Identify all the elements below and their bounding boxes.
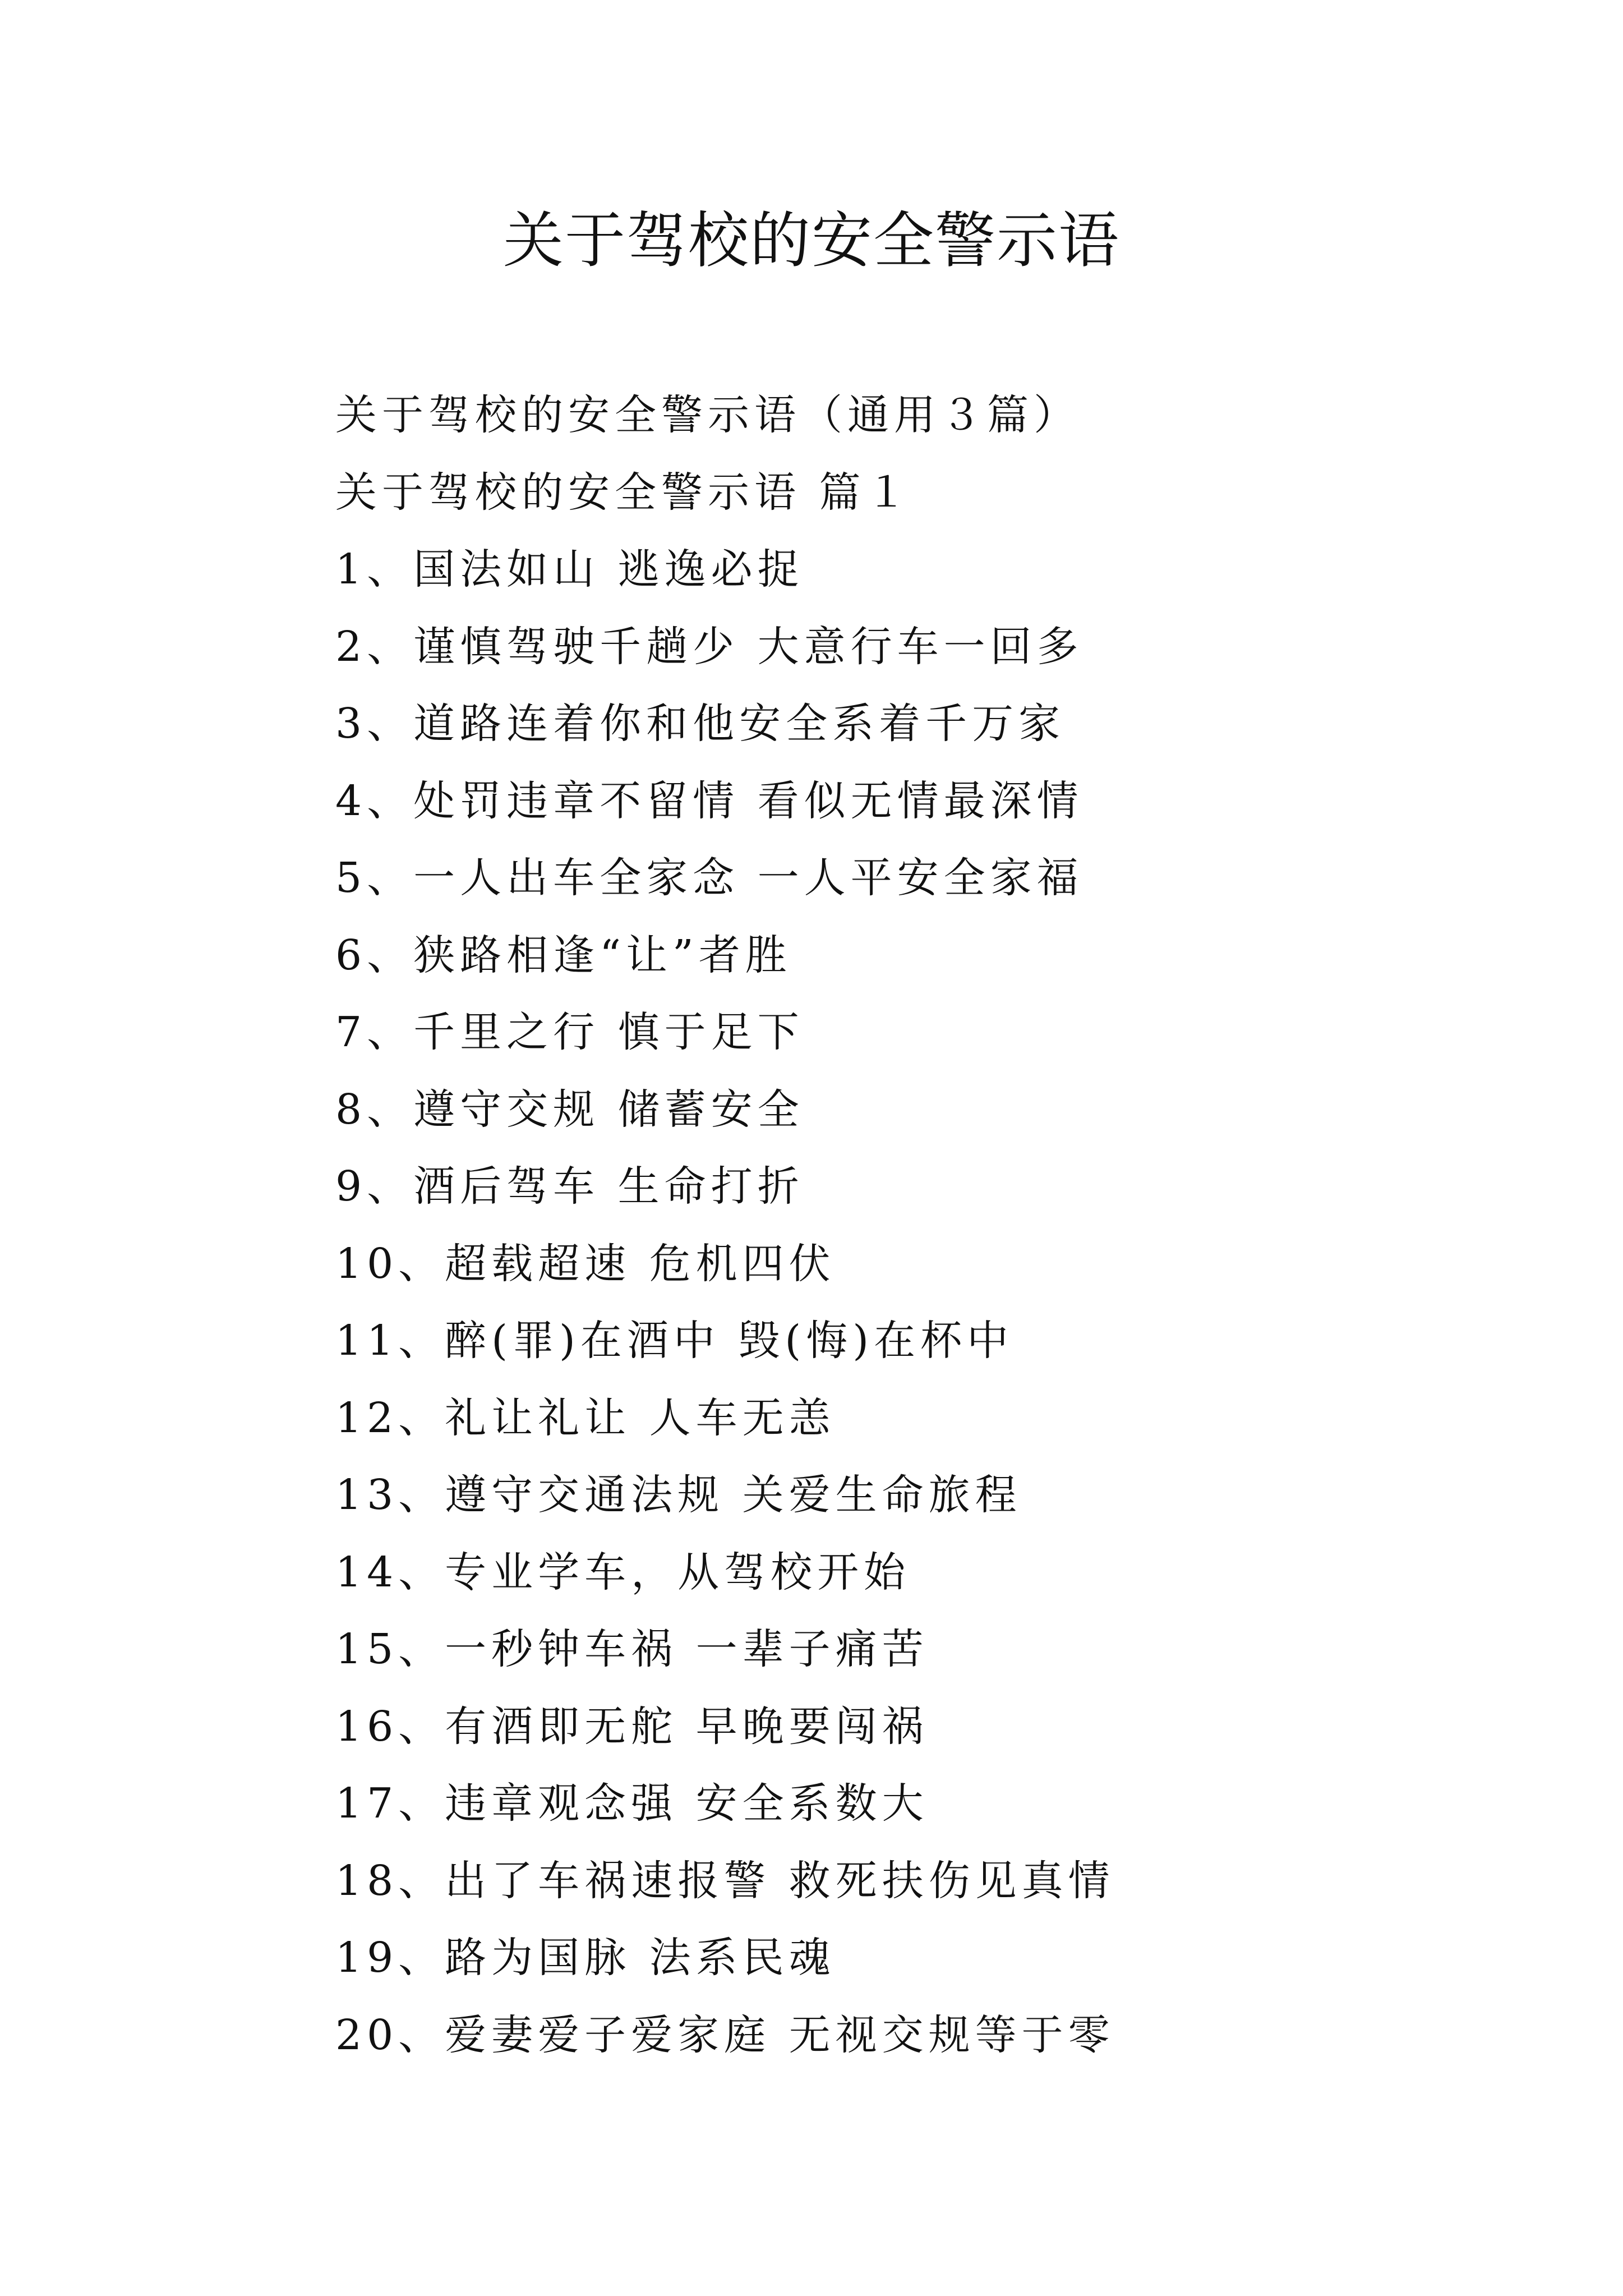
document-title: 关于驾校的安全警示语 <box>502 206 1120 276</box>
list-item: 17、违章观念强 安全系数大 <box>335 1779 929 1828</box>
list-item: 4、处罚违章不留情 看似无情最深情 <box>335 776 1083 825</box>
list-item: 16、有酒即无舵 早晚要闯祸 <box>335 1702 929 1751</box>
list-item: 13、遵守交通法规 关爱生命旅程 <box>335 1471 1022 1519</box>
list-item: 14、专业学车，从驾校开始 <box>335 1548 911 1596</box>
list-item: 20、爱妻爱子爱家庭 无视交规等于零 <box>335 2010 1115 2059</box>
document-body <box>335 377 1513 2074</box>
list-item: 7、千里之行 慎于足下 <box>335 1008 804 1056</box>
list-item: 11、醉(罪)在酒中 毁(悔)在杯中 <box>335 1317 1014 1365</box>
list-item: 1、国法如山 逃逸必捉 <box>335 545 804 593</box>
section-heading: 关于驾校的安全警示语 篇１ <box>335 468 912 517</box>
list-item: 18、出了车祸速报警 救死扶伤见真情 <box>335 1856 1115 1905</box>
list-item: 6、狭路相逢“让”者胜 <box>335 931 792 979</box>
list-item: 12、礼让礼让 人车无恙 <box>335 1393 836 1442</box>
list-item: 2、谨慎驾驶千趟少 大意行车一回多 <box>335 622 1083 671</box>
list-item: 9、酒后驾车 生命打折 <box>335 1162 804 1211</box>
list-item: 19、路为国脉 法系民魂 <box>335 1934 836 1982</box>
list-item: 3、道路连着你和他安全系着千万家 <box>335 700 1066 748</box>
list-item: 8、遵守交规 储蓄安全 <box>335 1085 804 1134</box>
list-item: 15、一秒钟车祸 一辈子痛苦 <box>335 1625 929 1673</box>
list-item: 10、超载超速 危机四伏 <box>335 1239 836 1288</box>
document-subtitle: 关于驾校的安全警示语（通用３篇） <box>335 391 1080 439</box>
list-item: 5、一人出车全家念 一人平安全家福 <box>335 854 1083 902</box>
